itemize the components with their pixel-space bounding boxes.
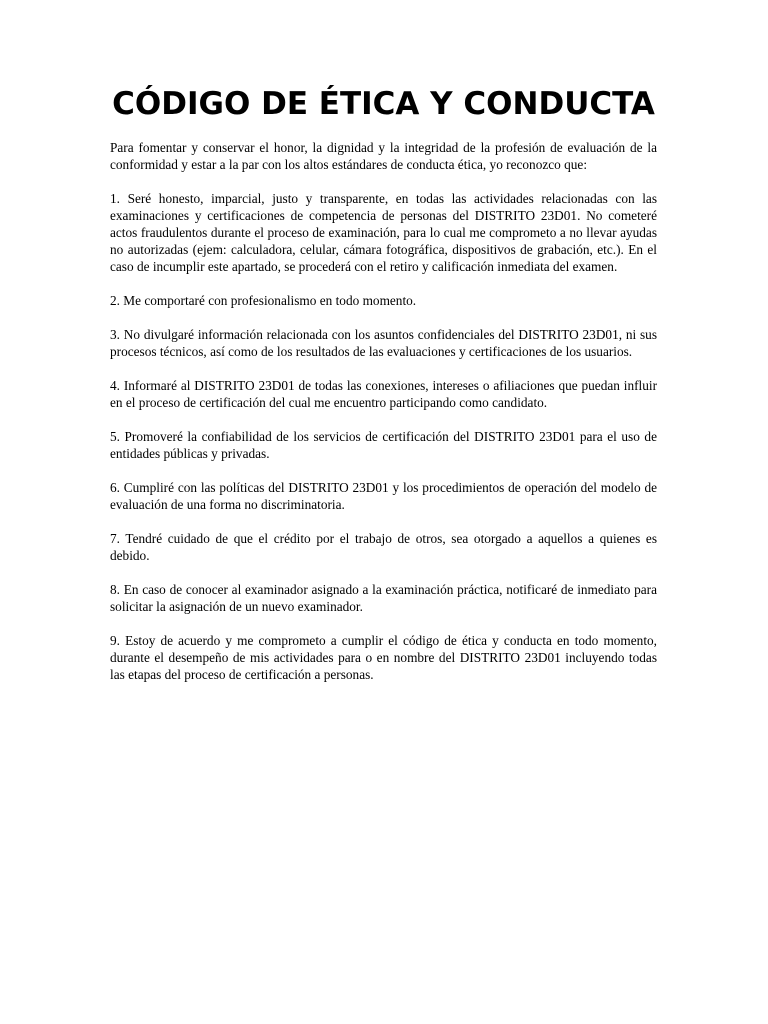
document-title: CÓDIGO DE ÉTICA Y CONDUCTA xyxy=(112,86,655,122)
document-page xyxy=(110,85,657,700)
list-item: 4. Informaré al DISTRITO 23D01 de todas las conexiones, intereses o afiliaciones que puedan influir en el proceso de certificación del cual me encuentro participando como candidato. xyxy=(110,378,657,410)
list-item: 5. Promoveré la confiabilidad de los servicios de certificación del DISTRITO 23D01 para el uso de entidades públicas y privadas. xyxy=(110,429,657,461)
list-item: 1. Seré honesto, imparcial, justo y transparente, en todas las actividades relacionadas con las examinaciones y certificaciones de competencia de personas del DISTRITO 23D01. No cometeré actos fraudulentos durante el proceso de examinación, para lo cual me comprometo a no llevar ayudas no autorizadas (ejem: calculadora, celular, cámara fotográfica, dispositivos de grabación, etc.). En el caso de incumplir este apartado, se procederá con el retiro y calificación inmediata del examen. xyxy=(110,191,657,274)
intro-paragraph: Para fomentar y conservar el honor, la dignidad y la integridad de la profesión de evaluación de la conformidad y estar a la par con los altos estándares de conducta ética, yo reconozco que: xyxy=(110,140,657,172)
list-item: 8. En caso de conocer al examinador asignado a la examinación práctica, notificaré de inmediato para solicitar la asignación de un nuevo examinador. xyxy=(110,582,657,614)
list-item: 7. Tendré cuidado de que el crédito por el trabajo de otros, sea otorgado a aquellos a quienes es debido. xyxy=(110,531,657,563)
list-item: 9. Estoy de acuerdo y me comprometo a cumplir el código de ética y conducta en todo momento, durante el desempeño de mis actividades para o en nombre del DISTRITO 23D01 incluyendo todas las etapas del proceso de certificación a personas. xyxy=(110,633,657,682)
list-item: 3. No divulgaré información relacionada con los asuntos confidenciales del DISTRITO 23D01, ni sus procesos técnicos, así como de los resultados de las evaluaciones y certificaciones de los usuarios. xyxy=(110,327,657,359)
list-item: 6. Cumpliré con las políticas del DISTRITO 23D01 y los procedimientos de operación del modelo de evaluación de una forma no discriminatoria. xyxy=(110,480,657,512)
list-item: 2. Me comportaré con profesionalismo en todo momento. xyxy=(110,293,417,308)
